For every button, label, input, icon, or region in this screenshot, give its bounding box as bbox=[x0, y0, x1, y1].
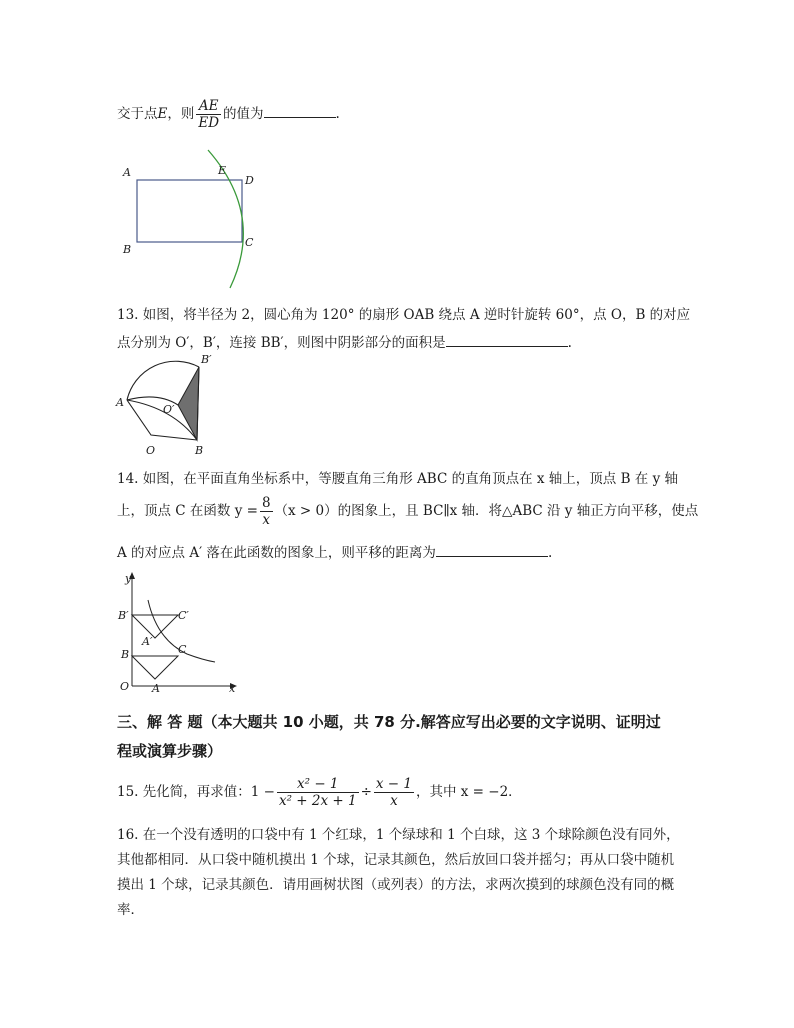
q12-var-e: E bbox=[157, 106, 168, 122]
q16-line4: 率． bbox=[117, 902, 144, 918]
label-y: y bbox=[125, 572, 132, 585]
label-a: A bbox=[116, 396, 124, 409]
answer-blank-14[interactable] bbox=[436, 542, 548, 557]
label-c: C bbox=[245, 236, 254, 249]
q15-fraction-2: $\frac{x - 1}{x}$ bbox=[375, 776, 412, 809]
label-a: A bbox=[123, 166, 131, 179]
triangle-abc bbox=[132, 656, 178, 679]
q13-line2: 点分别为 O′，B′，连接 BB′，则图中阴影部分的面积是 . bbox=[117, 331, 572, 351]
q12-line: 交于点E，则 $\frac{AE}{ED}$ 的值为 . bbox=[117, 98, 340, 131]
label-a: A bbox=[152, 682, 160, 695]
q14-line2: 上，顶点 C 在函数 y = $\frac{8}{x}$ （x > 0）的图象上，且 BC∥x 轴．将△ABC 沿 y 轴正方向平移，使点 bbox=[117, 495, 699, 528]
label-a-prime: A′ bbox=[142, 635, 153, 648]
label-d: D bbox=[245, 174, 254, 187]
q16-line3: 摸出 1 个球，记录其颜色．请用画树状图（或列表）的方法，求两次摸到的球颜色没有同的概 bbox=[117, 877, 675, 893]
answer-blank-13[interactable] bbox=[446, 332, 568, 347]
label-o: O bbox=[146, 444, 156, 457]
triangle-translated bbox=[132, 615, 178, 638]
label-c-prime: C′ bbox=[178, 609, 189, 622]
q16-line2: 其他都相同．从口袋中随机摸出 1 个球，记录其颜色，然后放回口袋并摇匀；再从口袋中随机 bbox=[117, 852, 675, 868]
label-b: B bbox=[195, 444, 204, 457]
answer-blank-12[interactable] bbox=[264, 103, 336, 118]
q14-line3: A 的对应点 A′ 落在此函数的图象上，则平移的距离为 . bbox=[117, 541, 552, 561]
label-o: O bbox=[120, 680, 130, 693]
q15-fraction-1: $\frac{\text{x² − 1}}{\text{x² + 2x + 1}}$ bbox=[278, 776, 357, 809]
q14-figure bbox=[115, 568, 250, 696]
q12-figure bbox=[115, 145, 265, 290]
label-o-prime: O′ bbox=[163, 403, 175, 416]
section-heading-line1: 三、解 答 题（本大题共 10 小题，共 78 分.解答应写出必要的文字说明、证明过 bbox=[117, 713, 661, 731]
q13-figure bbox=[113, 350, 223, 458]
q14-fraction: $\frac{8}{x}$ bbox=[261, 495, 271, 528]
q15-line: 15. 先化简，再求值：1 − $\frac{\text{x² − 1}}{\text{x² + 2x + 1}}$ ÷ $\frac{x - 1}{x}$ ，其中 x = −2． bbox=[117, 776, 522, 809]
q12-fraction: $\frac{AE}{ED}$ bbox=[198, 98, 220, 131]
label-b: B bbox=[121, 648, 130, 661]
label-b: B bbox=[123, 243, 132, 256]
q16-line1: 16. 在一个没有透明的口袋中有 1 个红球，1 个绿球和 1 个白球，这 3 个球除颜色没有同外， bbox=[117, 827, 680, 843]
q14-line1: 14. 如图，在平面直角坐标系中，等腰直角三角形 ABC 的直角顶点在 x 轴上，顶点 B 在 y 轴 bbox=[117, 471, 679, 487]
label-c: C bbox=[178, 643, 187, 656]
rectangle-abcd bbox=[137, 180, 242, 242]
label-e: E bbox=[218, 164, 227, 177]
shaded-region bbox=[178, 367, 199, 440]
label-x: x bbox=[229, 682, 236, 695]
q13-line1: 13. 如图，将半径为 2，圆心角为 120° 的扇形 OAB 绕点 A 逆时针旋转 60°，点 O，B 的对应 bbox=[117, 307, 691, 323]
label-b-prime: B′ bbox=[118, 609, 129, 622]
label-b-prime: B′ bbox=[201, 353, 212, 366]
section-heading-line2: 程或演算步骤） bbox=[117, 742, 223, 760]
